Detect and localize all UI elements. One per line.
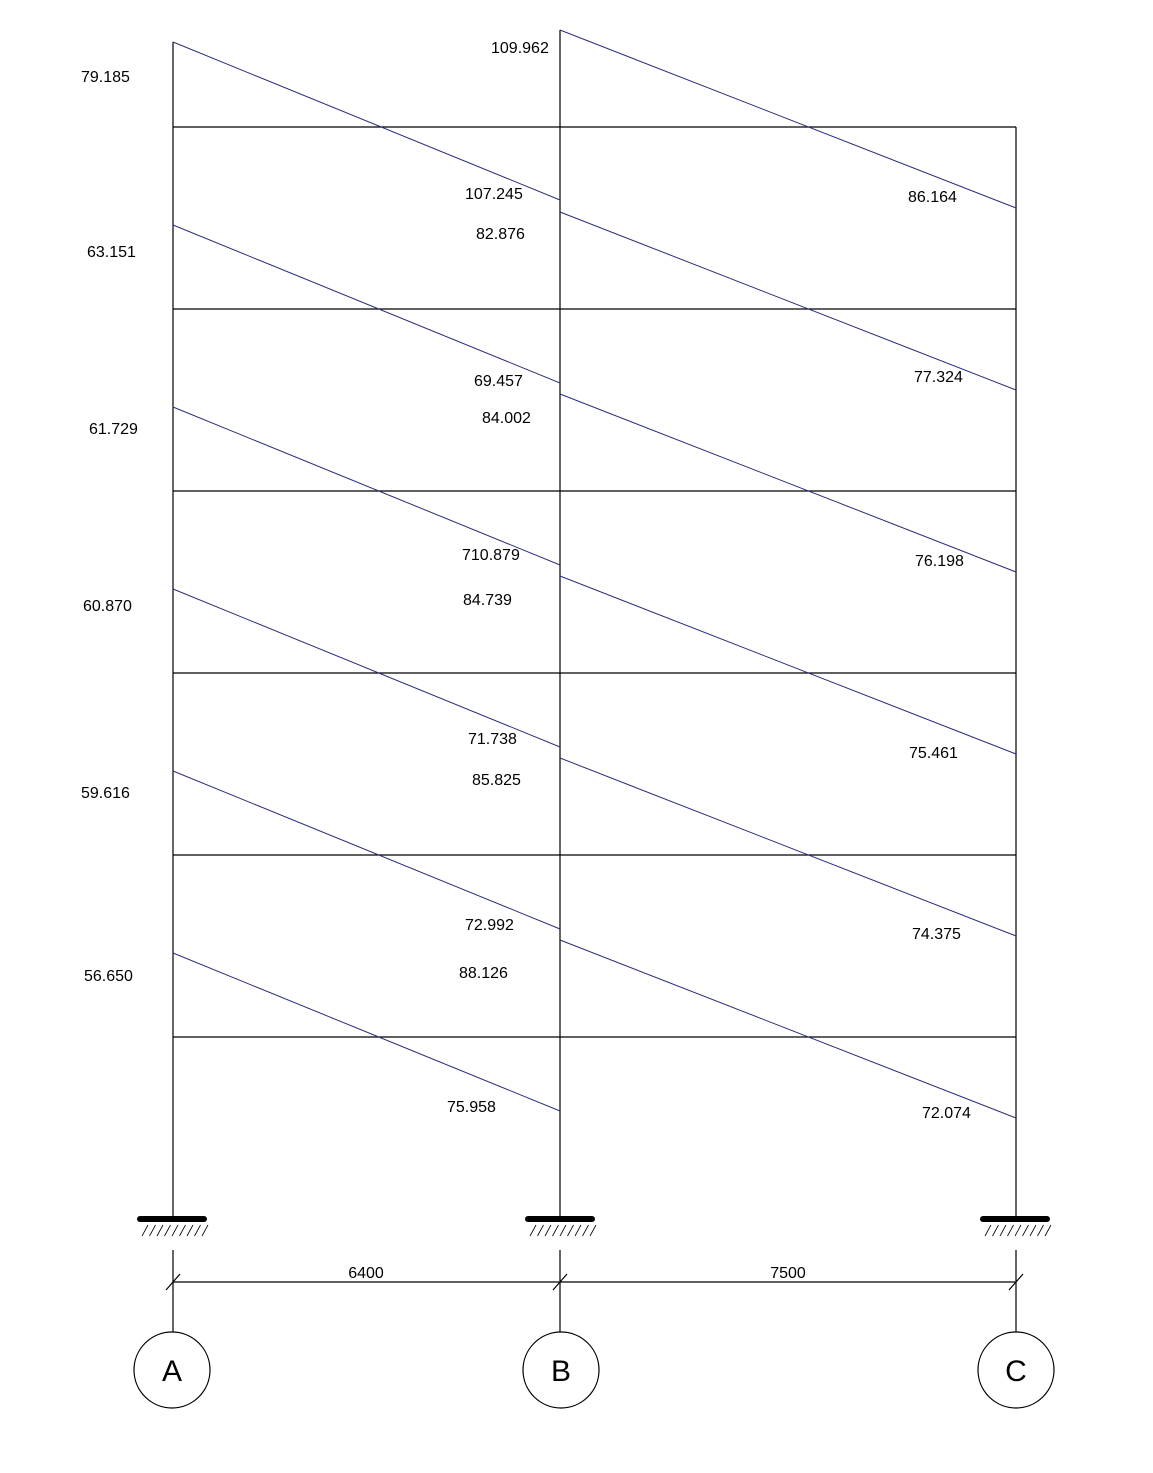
support-hatch [180, 1225, 186, 1236]
moment-line-span-bc-level-6 [560, 940, 1016, 1118]
support-hatch [1030, 1225, 1036, 1236]
moment-label: 84.739 [463, 592, 512, 609]
support-hatch [1023, 1225, 1029, 1236]
moment-line-span-bc-level-5 [560, 758, 1016, 936]
support-hatch [583, 1225, 589, 1236]
frame-structure [173, 30, 1016, 1218]
moment-diagram-lines [173, 30, 1016, 1118]
moment-line-span-bc-level-2 [560, 212, 1016, 390]
support-hatch [993, 1225, 999, 1236]
moment-value-labels [81, 40, 971, 1122]
moment-label: 71.738 [468, 731, 517, 748]
moment-line-span-bc-level-4 [560, 576, 1016, 754]
support-hatch [187, 1225, 193, 1236]
support-hatch [985, 1225, 991, 1236]
moment-line-span-ab-level-3 [173, 407, 560, 565]
support-hatch [195, 1225, 201, 1236]
dimension-span-bc: 7500 [770, 1265, 806, 1282]
moment-line-span-ab-level-4 [173, 589, 560, 747]
axis-bubble-b [523, 1332, 599, 1408]
support-hatch [560, 1225, 566, 1236]
moment-label: 60.870 [83, 598, 132, 615]
moment-label: 69.457 [474, 373, 523, 390]
support-hatch [590, 1225, 596, 1236]
moment-line-span-ab-level-5 [173, 771, 560, 929]
axis-label-a: A [161, 1355, 183, 1388]
fixed-support-c [983, 1219, 1051, 1236]
moment-line-span-bc-level-1 [560, 30, 1016, 208]
support-hatch [142, 1225, 148, 1236]
dimension-span-ab: 6400 [348, 1265, 384, 1282]
axis-label-b: B [550, 1355, 572, 1388]
moment-label: 77.324 [914, 369, 963, 386]
moment-label: 74.375 [912, 926, 961, 943]
moment-label: 710.879 [462, 547, 520, 564]
axis-bubble-c [978, 1332, 1054, 1408]
fixed-supports [140, 1219, 1051, 1236]
moment-label: 109.962 [491, 40, 549, 57]
support-hatch [545, 1225, 551, 1236]
moment-label: 56.650 [84, 968, 133, 985]
support-hatch [165, 1225, 171, 1236]
support-hatch [1038, 1225, 1044, 1236]
moment-label: 76.198 [915, 553, 964, 570]
support-hatch [553, 1225, 559, 1236]
dimension-line [166, 1250, 1023, 1332]
moment-label: 61.729 [89, 421, 138, 438]
support-hatch [538, 1225, 544, 1236]
moment-label: 72.992 [465, 917, 514, 934]
moment-label: 59.616 [81, 785, 130, 802]
moment-label: 63.151 [87, 244, 136, 261]
support-hatch [150, 1225, 156, 1236]
support-hatch [1008, 1225, 1014, 1236]
moment-label: 72.074 [922, 1105, 971, 1122]
moment-label: 75.461 [909, 745, 958, 762]
support-hatch [530, 1225, 536, 1236]
support-hatch [568, 1225, 574, 1236]
moment-label: 82.876 [476, 226, 525, 243]
moment-line-span-ab-level-2 [173, 225, 560, 383]
support-hatch [157, 1225, 163, 1236]
support-hatch [1015, 1225, 1021, 1236]
support-hatch [1000, 1225, 1006, 1236]
moment-label: 75.958 [447, 1099, 496, 1116]
moment-line-span-ab-level-1 [173, 42, 560, 200]
moment-label: 84.002 [482, 410, 531, 427]
support-hatch [202, 1225, 208, 1236]
moment-label: 79.185 [81, 69, 130, 86]
moment-label: 107.245 [465, 186, 523, 203]
support-hatch [575, 1225, 581, 1236]
axis-bubble-a [134, 1332, 210, 1408]
fixed-support-a [140, 1219, 208, 1236]
moment-label: 85.825 [472, 772, 521, 789]
moment-label: 86.164 [908, 189, 957, 206]
support-hatch [172, 1225, 178, 1236]
fixed-support-b [528, 1219, 596, 1236]
moment-line-span-bc-level-3 [560, 394, 1016, 572]
support-hatch [1045, 1225, 1051, 1236]
moment-label: 88.126 [459, 965, 508, 982]
axis-label-c: C [1005, 1355, 1027, 1388]
